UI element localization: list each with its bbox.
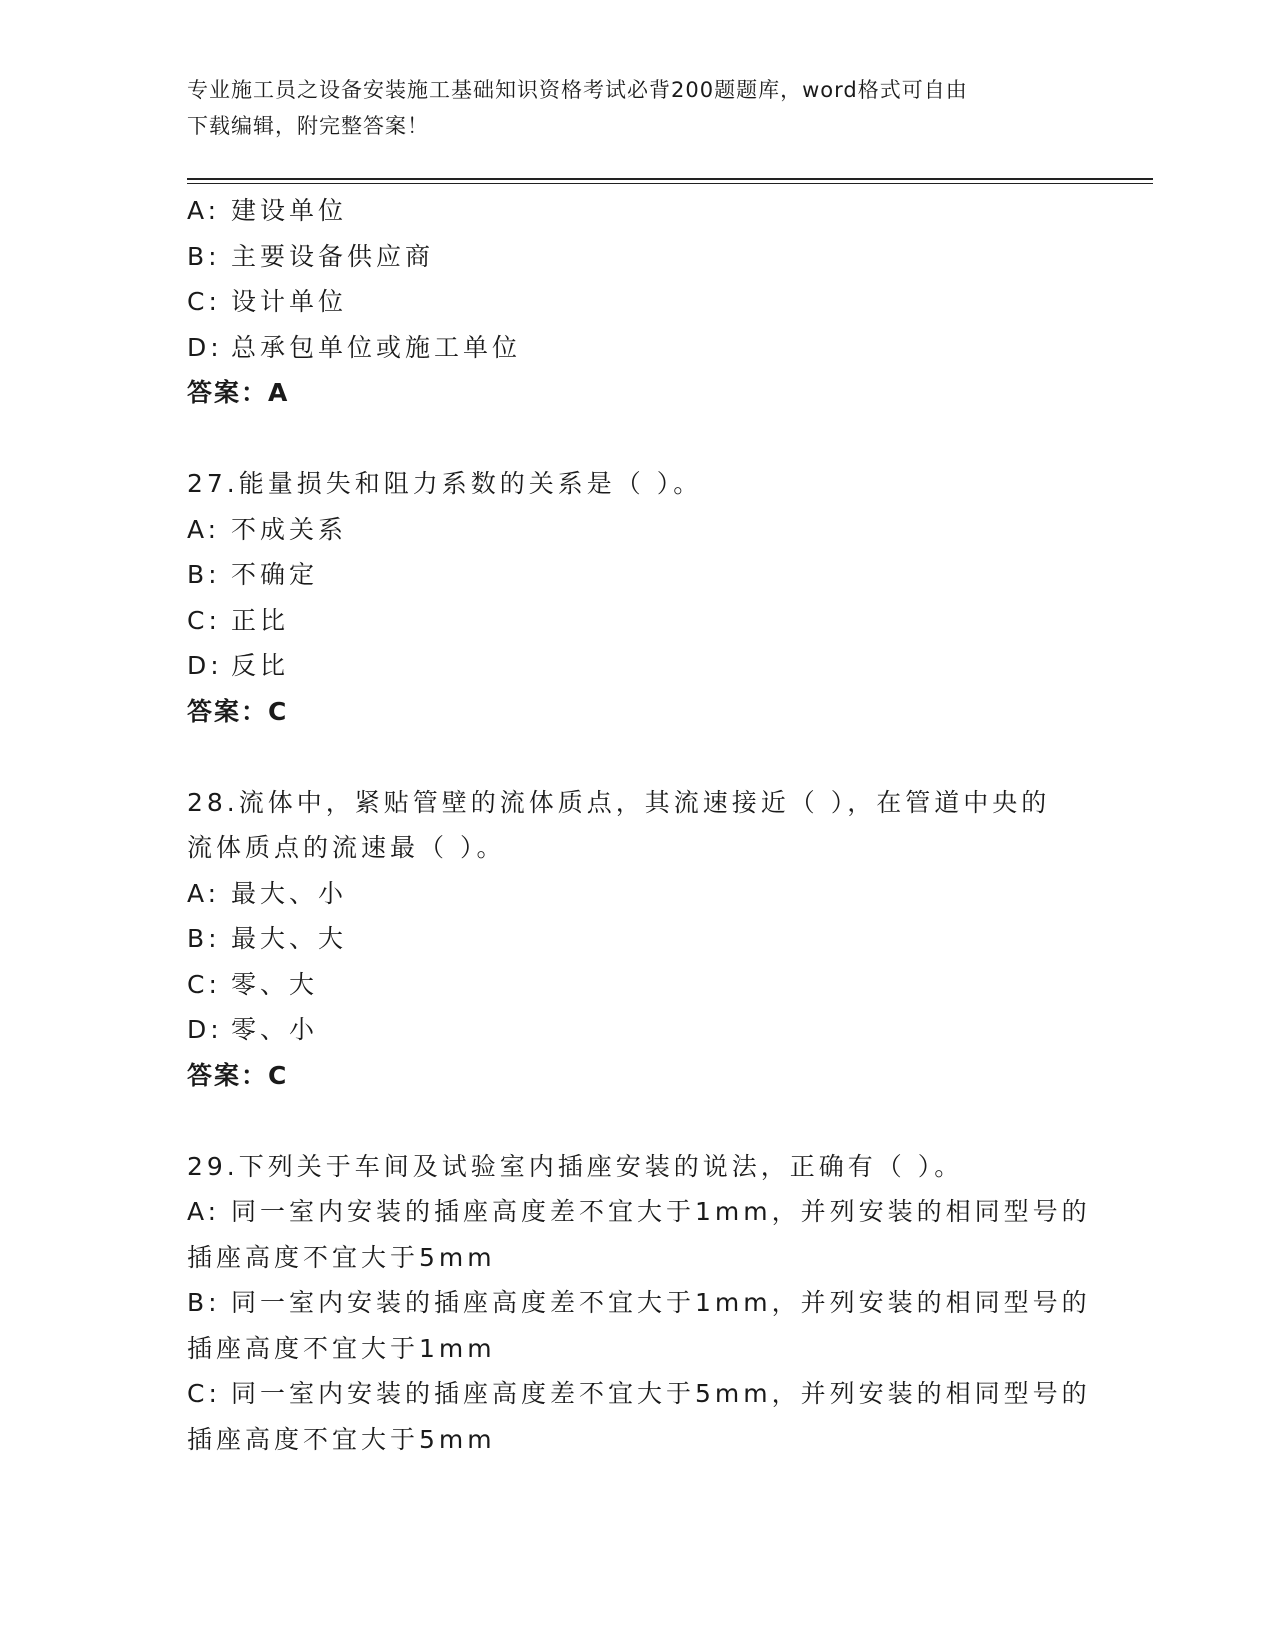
- header-divider-thin: [187, 183, 1153, 184]
- question-stem: 27.能量损失和阻力系数的关系是（ ）。: [187, 469, 703, 498]
- option-text: 正比: [231, 605, 290, 635]
- option-b: [187, 552, 1087, 598]
- header-divider-thick: [187, 178, 1153, 180]
- option-text: 零、大: [231, 969, 319, 999]
- option-text-line-1: 同一室内安装的插座高度差不宜大于1mm，并列安装的相同型号的: [231, 1197, 1091, 1226]
- option-text-line-2: 插座高度不宜大于5mm: [187, 1424, 496, 1454]
- option-label: B:: [187, 560, 221, 589]
- header-line-2: 下载编辑，附完整答案！: [187, 114, 429, 138]
- option-text-line-1: 同一室内安装的插座高度差不宜大于5mm，并列安装的相同型号的: [231, 1379, 1091, 1408]
- option-label: A:: [187, 514, 221, 544]
- option-label: B:: [187, 1288, 221, 1317]
- option-c: [187, 279, 1087, 325]
- option-c: [187, 962, 1087, 1008]
- answer-line: 答案：C: [187, 696, 289, 726]
- option-label: B:: [187, 924, 221, 953]
- option-text: 建设单位: [231, 196, 348, 225]
- option-b: [187, 1280, 1091, 1371]
- option-b: [187, 234, 1087, 280]
- option-a: [187, 871, 1087, 917]
- option-label: B:: [187, 241, 221, 271]
- option-b: [187, 916, 1087, 962]
- spacer: [187, 734, 1087, 780]
- question-26-continued: [187, 188, 1087, 416]
- option-text: 主要设备供应商: [231, 241, 435, 271]
- option-d: [187, 643, 1087, 689]
- answer-line: 答案：C: [187, 1060, 289, 1090]
- option-a: [187, 188, 1087, 234]
- option-text-line-2: 插座高度不宜大于1mm: [187, 1333, 496, 1363]
- option-label: D:: [187, 332, 223, 362]
- spacer: [187, 1098, 1087, 1144]
- header-line-1: 专业施工员之设备安装施工基础知识资格考试必背200题题库，word格式可自由: [187, 78, 968, 102]
- question-stem-line-2: 流体质点的流速最（ ）。: [187, 833, 506, 862]
- option-label: C:: [187, 605, 221, 635]
- option-text: 最大、大: [231, 924, 348, 953]
- question-29: [187, 1144, 1091, 1463]
- question-stem: 29.下列关于车间及试验室内插座安装的说法，正确有（ ）。: [187, 1151, 964, 1181]
- question-27: [187, 461, 1087, 734]
- option-c: [187, 598, 1087, 644]
- option-text: 反比: [231, 651, 290, 680]
- question-28: [187, 780, 1087, 1099]
- option-label: C:: [187, 969, 221, 999]
- option-label: C:: [187, 1379, 221, 1408]
- spacer: [187, 416, 1087, 462]
- option-d: [187, 1007, 1087, 1053]
- option-text-line-1: 同一室内安装的插座高度差不宜大于1mm，并列安装的相同型号的: [231, 1288, 1091, 1317]
- option-label: D:: [187, 1015, 223, 1044]
- option-a: [187, 1189, 1091, 1280]
- option-label: D:: [187, 651, 223, 680]
- question-stem-line-1: 28.流体中，紧贴管壁的流体质点，其流速接近（ ），在管道中央的: [187, 787, 1051, 817]
- option-text: 设计单位: [231, 287, 348, 316]
- option-label: A:: [187, 878, 221, 908]
- question-list: [187, 188, 1091, 1462]
- option-text: 最大、小: [231, 878, 348, 908]
- option-label: A:: [187, 196, 221, 225]
- option-text-line-2: 插座高度不宜大于5mm: [187, 1242, 496, 1272]
- option-text: 零、小: [231, 1015, 319, 1044]
- option-d: [187, 325, 1087, 371]
- option-label: C:: [187, 287, 221, 316]
- option-text: 不确定: [231, 560, 319, 589]
- option-c: [187, 1371, 1091, 1462]
- option-text: 不成关系: [231, 514, 348, 544]
- document-header: [187, 72, 1067, 144]
- answer-line: 答案：A: [187, 378, 290, 407]
- option-a: [187, 507, 1087, 553]
- option-text: 总承包单位或施工单位: [231, 332, 522, 362]
- option-label: A:: [187, 1197, 221, 1226]
